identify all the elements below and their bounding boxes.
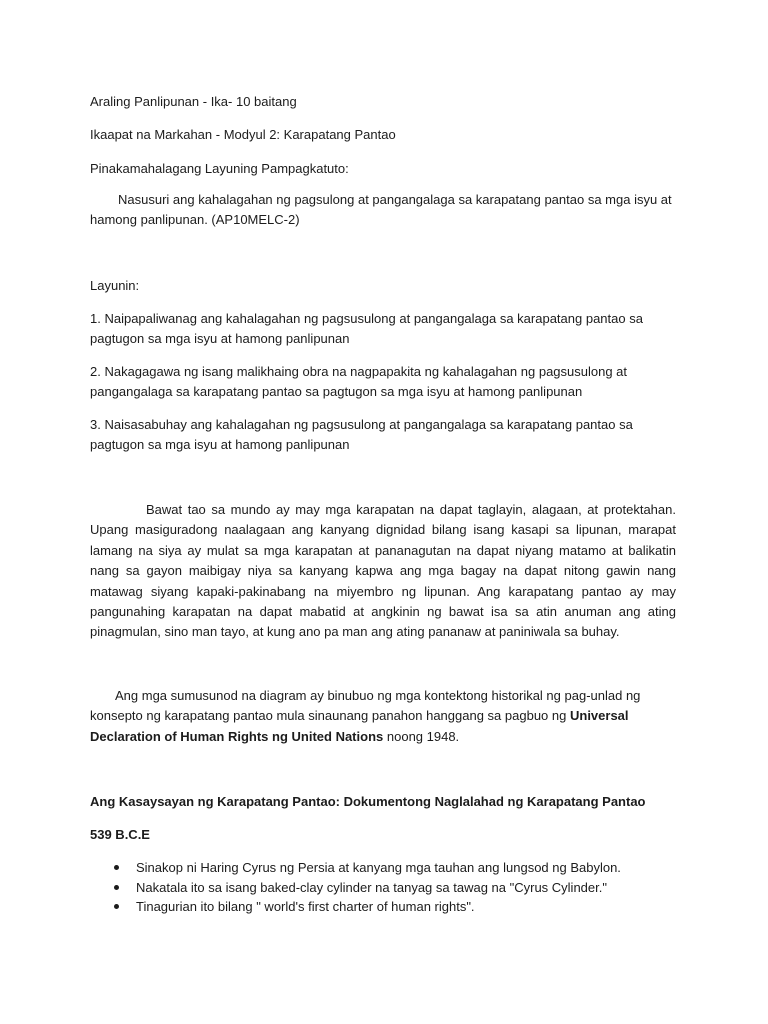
melc-heading: Pinakamahalagang Layuning Pampagkatuto: (90, 161, 349, 176)
objectives-heading: Layunin: (90, 278, 140, 293)
history-heading: Ang Kasaysayan ng Karapatang Pantao: Dokumentong Naglalahad ng Karapatang Pantao (90, 794, 646, 809)
diagram-note-end: noong 1948. (386, 728, 460, 744)
module-title: Ikaapat na Markahan - Modyul 2: Karapatang Pantao (90, 127, 396, 142)
bullet-text: Nakatala ito sa isang baked-clay cylinder na tanyag sa tawag na "Cyrus Cylinder." (136, 879, 607, 895)
subject-line: Araling Panlipunan - Ika- 10 baitang (90, 94, 297, 109)
bullet-icon (114, 885, 119, 890)
objective-item-2: 2. Nakagagawa ng isang malikhaing obra na nagpapakita ng kahalagahan ng pagsusulong at pangangalaga sa karapatang pantao sa pagtugon sa mga isyu at hamong panlipunan (90, 364, 628, 400)
era-heading: 539 B.C.E (90, 827, 150, 842)
intro-paragraph: Bawat tao sa mundo ay may mga karapatan na dapat taglayin, alagaan, at protektahan. Upang masiguradong naalagaan ang kanyang dignidad bilang isang kasapi sa lipunan, marapat lamang na siya ay mulat sa mga karapatan at pananagutan na dapat niyang matamo at balikatin nang sa gayon maibigay niya sa kanyang kapwa ang mga bagay na dapat nitong gawin nang matawag siyang kapaki-pakinabang na miyembro ng lipunan. Ang karapatang pantao ay may pangunahing karapatan na dapat mabatid at angkinin ng bawat isa sa atin anuman ang ating pinagmulan, sino man tayo, at kung ano pa man ang ating pananaw at paniniwala sa buhay. (90, 502, 676, 640)
bullet-text: Sinakop ni Haring Cyrus ng Persia at kanyang mga tauhan ang lungsod ng Babylon. (136, 860, 621, 875)
udhr-name: Universal Declaration of Human Rights ng United Nations (90, 708, 629, 744)
history-bullet-list (90, 858, 690, 917)
melc-text: Nasusuri ang kahalagahan ng pagsulong at pangangalaga sa karapatang pantao sa mga isyu at hamong panlipunan. (AP10MELC-2) (90, 192, 672, 228)
bullet-icon (114, 904, 119, 909)
bullet-icon (114, 865, 119, 870)
list-item (90, 858, 690, 878)
bullet-text: Tinagurian ito bilang " world's first charter of human rights". (136, 899, 475, 914)
diagram-note-start: Ang mga sumusunod na diagram ay binubuo ng mga kontektong historikal ng pag-unlad ng konsepto ng karapatang pantao mula sinaunang panahon hanggang sa pagbuo ng (90, 688, 641, 724)
objective-item-1: 1. Naipapaliwanag ang kahalagahan ng pagsusulong at pangangalaga sa karapatang pantao sa pagtugon sa mga isyu at hamong panlipunan (90, 311, 643, 347)
list-item (90, 897, 690, 917)
list-item (90, 878, 690, 898)
diagram-note (90, 686, 676, 747)
objective-item-3: 3. Naisasabuhay ang kahalagahan ng pagsusulong at pangangalaga sa karapatang pantao sa pagtugon sa mga isyu at hamong panlipunan (90, 417, 633, 453)
